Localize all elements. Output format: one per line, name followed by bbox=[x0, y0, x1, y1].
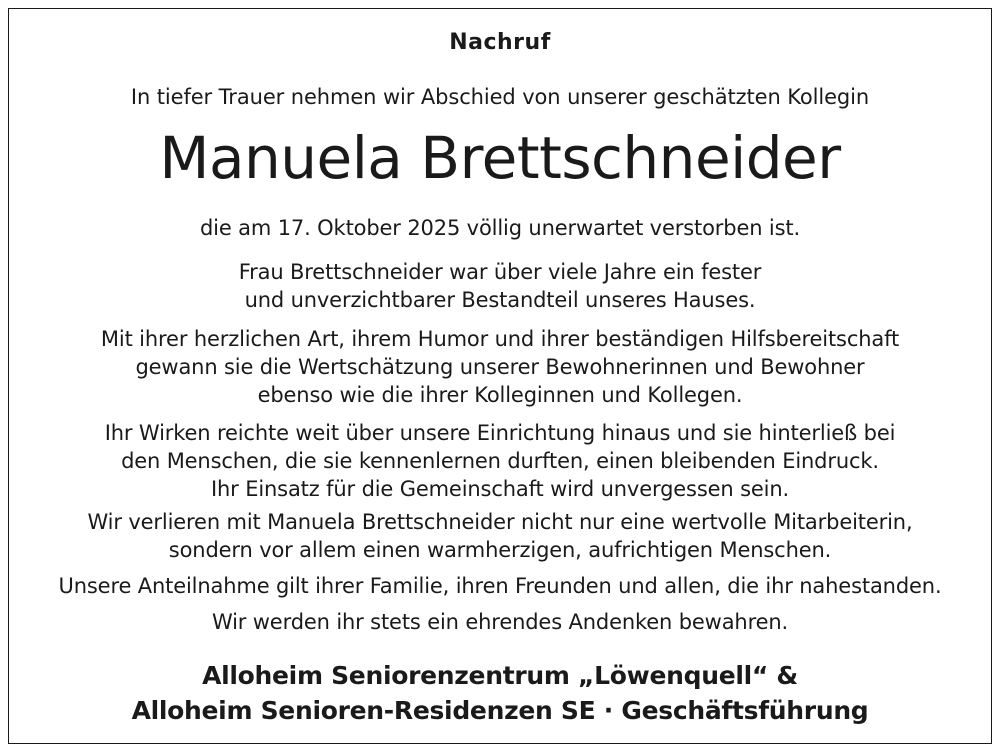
paragraph-3-line-3: Ihr Einsatz für die Gemeinschaft wird unvergessen sein. bbox=[210, 477, 790, 501]
paragraph-2-line-3: ebenso wie die ihrer Kolleginnen und Kollegen. bbox=[257, 383, 743, 407]
signature-line-2: Alloheim Senioren-Residenzen SE · Geschäftsführung bbox=[131, 696, 869, 725]
paragraph-3-line-1: Ihr Wirken reichte weit über unsere Einrichtung hinaus und sie hinterließ bei bbox=[104, 421, 896, 445]
death-date-line: die am 17. Oktober 2025 völlig unerwartet verstorben ist. bbox=[200, 216, 800, 240]
intro-line: In tiefer Trauer nehmen wir Abschied von unserer geschätzten Kollegin bbox=[130, 85, 870, 109]
paragraph-5-line-1: Unsere Anteilnahme gilt ihrer Familie, ihren Freunden und allen, die ihr nahestanden. bbox=[58, 574, 942, 598]
deceased-name: Manuela Brettschneider bbox=[159, 124, 841, 192]
signature-line-1: Alloheim Seniorenzentrum „Löwenquell“ & bbox=[202, 661, 798, 690]
notice-heading: Nachruf bbox=[449, 30, 551, 55]
paragraph-4-line-1: Wir verlieren mit Manuela Brettschneider nicht nur eine wertvolle Mitarbeiterin, bbox=[87, 510, 913, 534]
paragraph-3-line-2: den Menschen, die sie kennenlernen durften, einen bleibenden Eindruck. bbox=[121, 449, 879, 473]
paragraph-2-line-2: gewann sie die Wertschätzung unserer Bewohnerinnen und Bewohner bbox=[135, 355, 865, 379]
paragraph-4-line-2: sondern vor allem einen warmherzigen, aufrichtigen Menschen. bbox=[168, 538, 832, 562]
paragraph-1-line-1: Frau Brettschneider war über viele Jahre ein fester bbox=[238, 260, 762, 284]
paragraph-6-line-1: Wir werden ihr stets ein ehrendes Andenken bewahren. bbox=[211, 610, 789, 634]
paragraph-1-line-2: und unverzichtbarer Bestandteil unseres Hauses. bbox=[244, 288, 756, 312]
paragraph-2-line-1: Mit ihrer herzlichen Art, ihrem Humor und ihrer beständigen Hilfsbereitschaft bbox=[100, 327, 900, 351]
